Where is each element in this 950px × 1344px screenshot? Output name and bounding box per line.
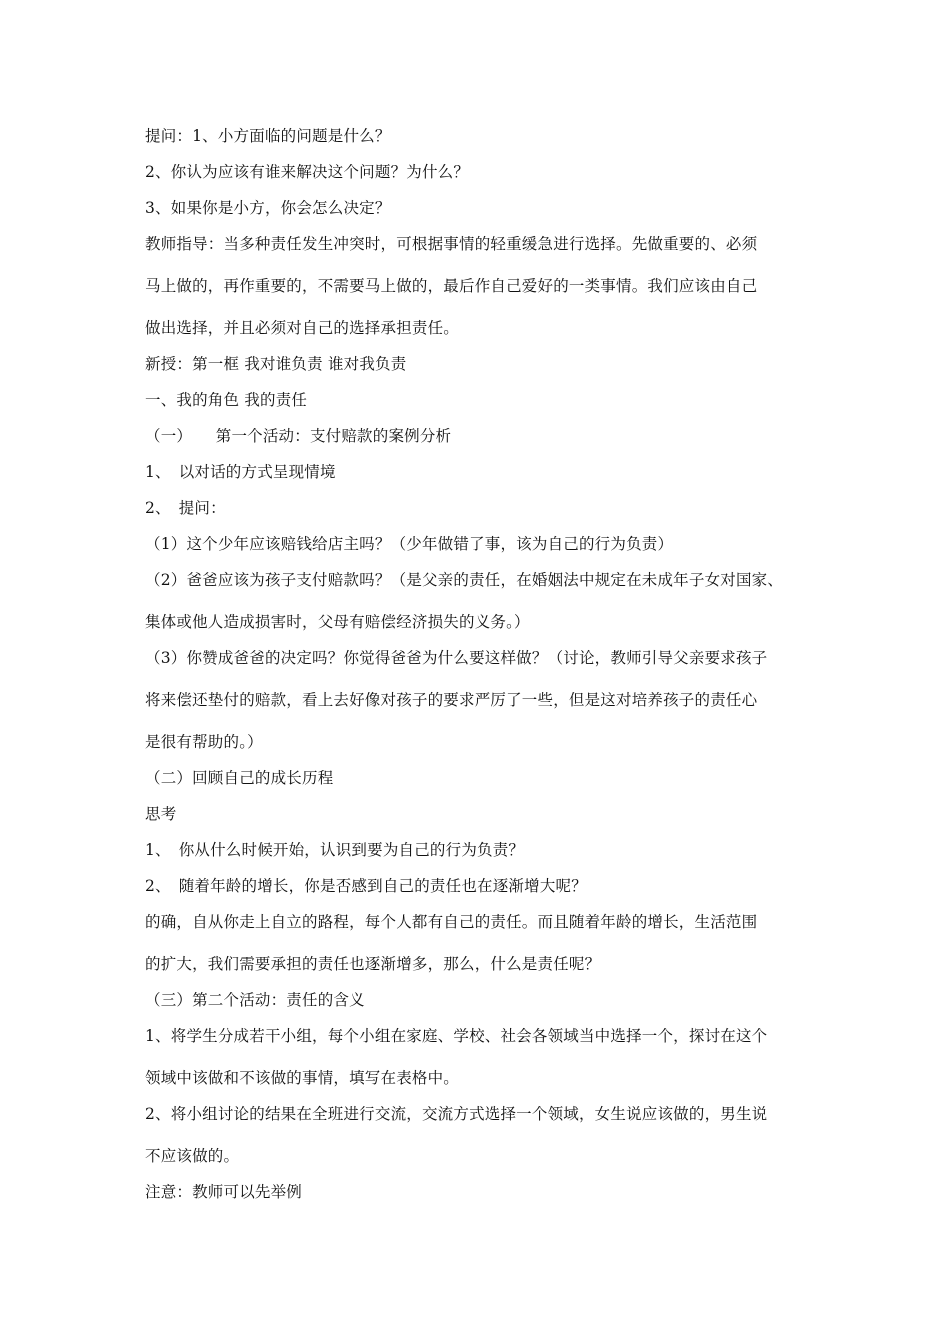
- activity-1-question-3-line-3: 是很有帮助的。）: [145, 733, 263, 751]
- responsibility-text-line-2: 的扩大，我们需要承担的责任也逐渐增多，那么，什么是责任呢？: [145, 955, 601, 973]
- activity-2-step-2-line-2: 不应该做的。: [145, 1147, 240, 1165]
- responsibility-text-line-1: 的确，自从你走上自立的路程，每个人都有自己的责任。而且随着年龄的增长，生活范围: [145, 913, 758, 931]
- question-line-3: 3、如果你是小方，你会怎么决定？: [145, 199, 391, 217]
- activity-2-heading: （三）第二个活动：责任的含义: [145, 991, 365, 1009]
- activity-1-question-3-line-1: （3）你赞成爸爸的决定吗？你觉得爸爸为什么要这样做？（讨论，教师引导父亲要求孩子: [145, 649, 768, 667]
- activity-1-question-2-line-1: （2）爸爸应该为孩子支付赔款吗？（是父亲的责任，在婚姻法中规定在未成年子女对国家、: [145, 571, 784, 589]
- activity-2-step-1-line-2: 领域中该做和不该做的事情，填写在表格中。: [145, 1069, 460, 1087]
- think-item-1: 1、 你从什么时候开始，认识到要为自己的行为负责？: [145, 841, 525, 859]
- question-line-2: 2、你认为应该有谁来解决这个问题？为什么？: [145, 163, 470, 181]
- note-line: 注意：教师可以先举例: [145, 1183, 303, 1201]
- think-item-2: 2、 随着年龄的增长，你是否感到自己的责任也在逐渐增大呢？: [145, 877, 587, 895]
- think-heading: 思考: [145, 805, 177, 823]
- activity-1-question-3-line-2: 将来偿还垫付的赔款，看上去好像对孩子的要求严厉了一些，但是这对培养孩子的责任心: [145, 691, 758, 709]
- activity-1-step-2: 2、 提问：: [145, 499, 226, 517]
- teacher-guidance-line-3: 做出选择，并且必须对自己的选择承担责任。: [145, 319, 460, 337]
- section-heading-1: 一、我的角色 我的责任: [145, 391, 308, 409]
- teacher-guidance-line-2: 马上做的，再作重要的，不需要马上做的，最后作自己爱好的一类事情。我们应该由自己: [145, 277, 758, 295]
- activity-1-step-1: 1、 以对话的方式呈现情境: [145, 463, 336, 481]
- activity-1-question-1: （1）这个少年应该赔钱给店主吗？（少年做错了事，该为自己的行为负责）: [145, 535, 674, 553]
- activity-1-heading: （一） 第一个活动：支付赔款的案例分析: [145, 427, 452, 445]
- teacher-guidance-line-1: 教师指导：当多种责任发生冲突时，可根据事情的轻重缓急进行选择。先做重要的、必须: [145, 235, 758, 253]
- question-line-1: 提问：1、小方面临的问题是什么？: [145, 127, 391, 145]
- new-lesson-heading: 新授：第一框 我对谁负责 谁对我负责: [145, 355, 407, 373]
- growth-review-heading: （二）回顾自己的成长历程: [145, 769, 334, 787]
- activity-2-step-2-line-1: 2、将小组讨论的结果在全班进行交流，交流方式选择一个领域，女生说应该做的，男生说: [145, 1105, 768, 1123]
- activity-1-question-2-line-2: 集体或他人造成损害时，父母有赔偿经济损失的义务。）: [145, 613, 530, 631]
- activity-2-step-1-line-1: 1、将学生分成若干小组，每个小组在家庭、学校、社会各领域当中选择一个，探讨在这个: [145, 1027, 768, 1045]
